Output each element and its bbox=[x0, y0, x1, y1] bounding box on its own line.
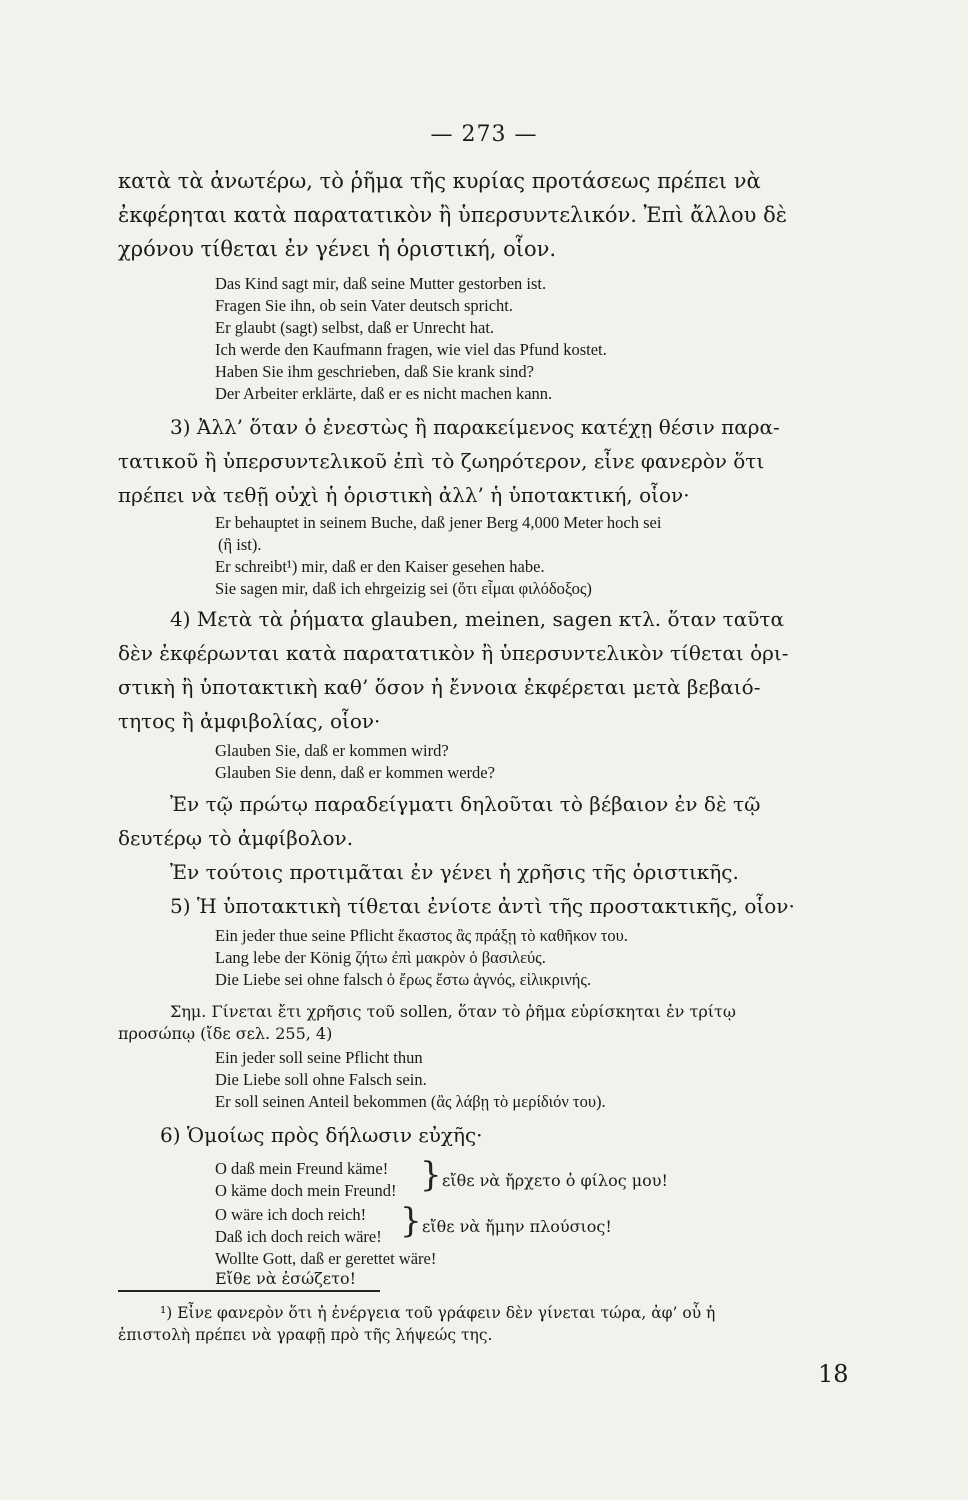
german-example: Sie sagen mir, daß ich ehrgeizig sei (ὅτι εἶμαι φιλόδοξος) bbox=[215, 579, 592, 598]
footnote-line: ¹) Εἶνε φανερὸν ὅτι ἡ ἐνέργεια τοῦ γράφειν δὲν γίνεται τώρα, ἀφ’ οὗ ἡ bbox=[160, 1304, 716, 1322]
footnote-rule bbox=[118, 1290, 380, 1292]
text-line: κατὰ τὰ ἀνωτέρω, τὸ ῥῆμα τῆς κυρίας προτάσεως πρέπει νὰ bbox=[118, 169, 761, 193]
note-line: προσώπῳ (ἴδε σελ. 255, 4) bbox=[118, 1024, 333, 1043]
german-example: Er behauptet in seinem Buche, daß jener Berg 4,000 Meter hoch sei bbox=[215, 513, 662, 532]
text-line: τητος ἢ ἀμφιβολίας, οἷον· bbox=[118, 709, 381, 733]
german-example: Ein jeder soll seine Pflicht thun bbox=[215, 1048, 423, 1067]
german-example: Er soll seinen Anteil bekommen (ἂς λάβῃ τὸ μερίδιόν του). bbox=[215, 1092, 606, 1111]
text-line: στικὴ ἢ ὑποτακτικὴ καθ’ ὅσον ἡ ἔννοια ἐκφέρεται μετὰ βεβαιό- bbox=[118, 675, 761, 699]
german-example: O wäre ich doch reich! bbox=[215, 1205, 367, 1224]
german-example: Glauben Sie, daß er kommen wird? bbox=[215, 741, 449, 760]
brace-icon: } bbox=[400, 1201, 422, 1241]
text-line: χρόνου τίθεται ἐν γένει ἡ ὁριστική, οἷον. bbox=[118, 237, 557, 261]
german-example: (ἢ ist). bbox=[218, 535, 262, 554]
text-line: Εἴθε νὰ ἐσώζετο! bbox=[215, 1269, 357, 1288]
german-example: O käme doch mein Freund! bbox=[215, 1181, 397, 1200]
footnote-line: ἐπιστολὴ πρέπει νὰ γραφῇ πρὸ τῆς λήψεώς της. bbox=[118, 1326, 493, 1344]
text-line: Ἐν τῷ πρώτῳ παραδείγματι δηλοῦται τὸ βέβαιον ἐν δὲ τῷ bbox=[170, 792, 761, 816]
greek-translation: εἴθε νὰ ἤμην πλούσιος! bbox=[422, 1217, 612, 1236]
text-line: 4) Μετὰ τὰ ῥήματα glauben, meinen, sagen κτλ. ὅταν ταῦτα bbox=[170, 607, 784, 631]
german-example: Die Liebe sei ohne falsch ὁ ἔρως ἔστω ἁγνός, εἰλικρινής. bbox=[215, 970, 592, 989]
german-example: Wollte Gott, daß er gerettet wäre! bbox=[215, 1249, 437, 1268]
text-line: Ἐν τούτοις προτιμᾶται ἐν γένει ἡ χρῆσις τῆς ὁριστικῆς. bbox=[170, 860, 739, 884]
text-line: τατικοῦ ἢ ὑπερσυντελικοῦ ἐπὶ τὸ ζωηρότερον, εἶνε φανερὸν ὅτι bbox=[118, 449, 765, 473]
german-example: Die Liebe soll ohne Falsch sein. bbox=[215, 1070, 427, 1089]
german-example: Er glaubt (sagt) selbst, daß er Unrecht hat. bbox=[215, 318, 495, 337]
text-line: δὲν ἐκφέρωνται κατὰ παρατατικὸν ἢ ὑπερσυντελικὸν τίθεται ὁρι- bbox=[118, 641, 789, 665]
text-line: 5) Ἡ ὑποτακτικὴ τίθεται ἐνίοτε ἀντὶ τῆς προστακτικῆς, οἷον· bbox=[170, 894, 795, 918]
german-example: Der Arbeiter erklärte, daß er es nicht machen kann. bbox=[215, 384, 553, 403]
german-example: Haben Sie ihm geschrieben, daß Sie krank sind? bbox=[215, 362, 534, 381]
text-line: 6) Ὁμοίως πρὸς δήλωσιν εὐχῆς· bbox=[160, 1123, 483, 1147]
text-line: πρέπει νὰ τεθῇ οὐχὶ ἡ ὁριστικὴ ἀλλ’ ἡ ὑποτακτική, οἷον· bbox=[118, 483, 690, 507]
german-example: Er schreibt¹) mir, daß er den Kaiser gesehen habe. bbox=[215, 557, 545, 576]
note-line: Σημ. Γίνεται ἔτι χρῆσις τοῦ sollen, ὅταν τὸ ῥῆμα εὑρίσκηται ἐν τρίτῳ bbox=[170, 1002, 736, 1021]
page-number: 18 bbox=[818, 1360, 849, 1388]
german-example: Ein jeder thue seine Pflicht ἕκαστος ἂς πράξῃ τὸ καθῆκον του. bbox=[215, 926, 628, 945]
german-example: Lang lebe der König ζήτω ἐπὶ μακρὸν ὁ βασιλεύς. bbox=[215, 948, 546, 967]
greek-translation: εἴθε νὰ ἤρχετο ὁ φίλος μου! bbox=[442, 1171, 668, 1190]
german-example: O daß mein Freund käme! bbox=[215, 1159, 389, 1178]
german-example: Glauben Sie denn, daß er kommen werde? bbox=[215, 763, 495, 782]
text-line: 3) Ἀλλ’ ὅταν ὁ ἐνεστὼς ἢ παρακείμενος κατέχῃ θέσιν παρα- bbox=[170, 415, 780, 439]
german-example: Ich werde den Kaufmann fragen, wie viel das Pfund kostet. bbox=[215, 340, 607, 359]
german-example: Fragen Sie ihn, ob sein Vater deutsch spricht. bbox=[215, 296, 514, 315]
text-line: δευτέρῳ τὸ ἀμφίβολον. bbox=[118, 826, 354, 850]
page-header: — 273 — bbox=[430, 122, 538, 147]
german-example: Daß ich doch reich wäre! bbox=[215, 1227, 382, 1246]
brace-icon: } bbox=[420, 1155, 442, 1195]
text-line: ἐκφέρηται κατὰ παρατατικὸν ἢ ὑπερσυντελικόν. Ἐπὶ ἄλλου δὲ bbox=[118, 203, 788, 227]
german-example: Das Kind sagt mir, daß seine Mutter gestorben ist. bbox=[215, 274, 547, 293]
